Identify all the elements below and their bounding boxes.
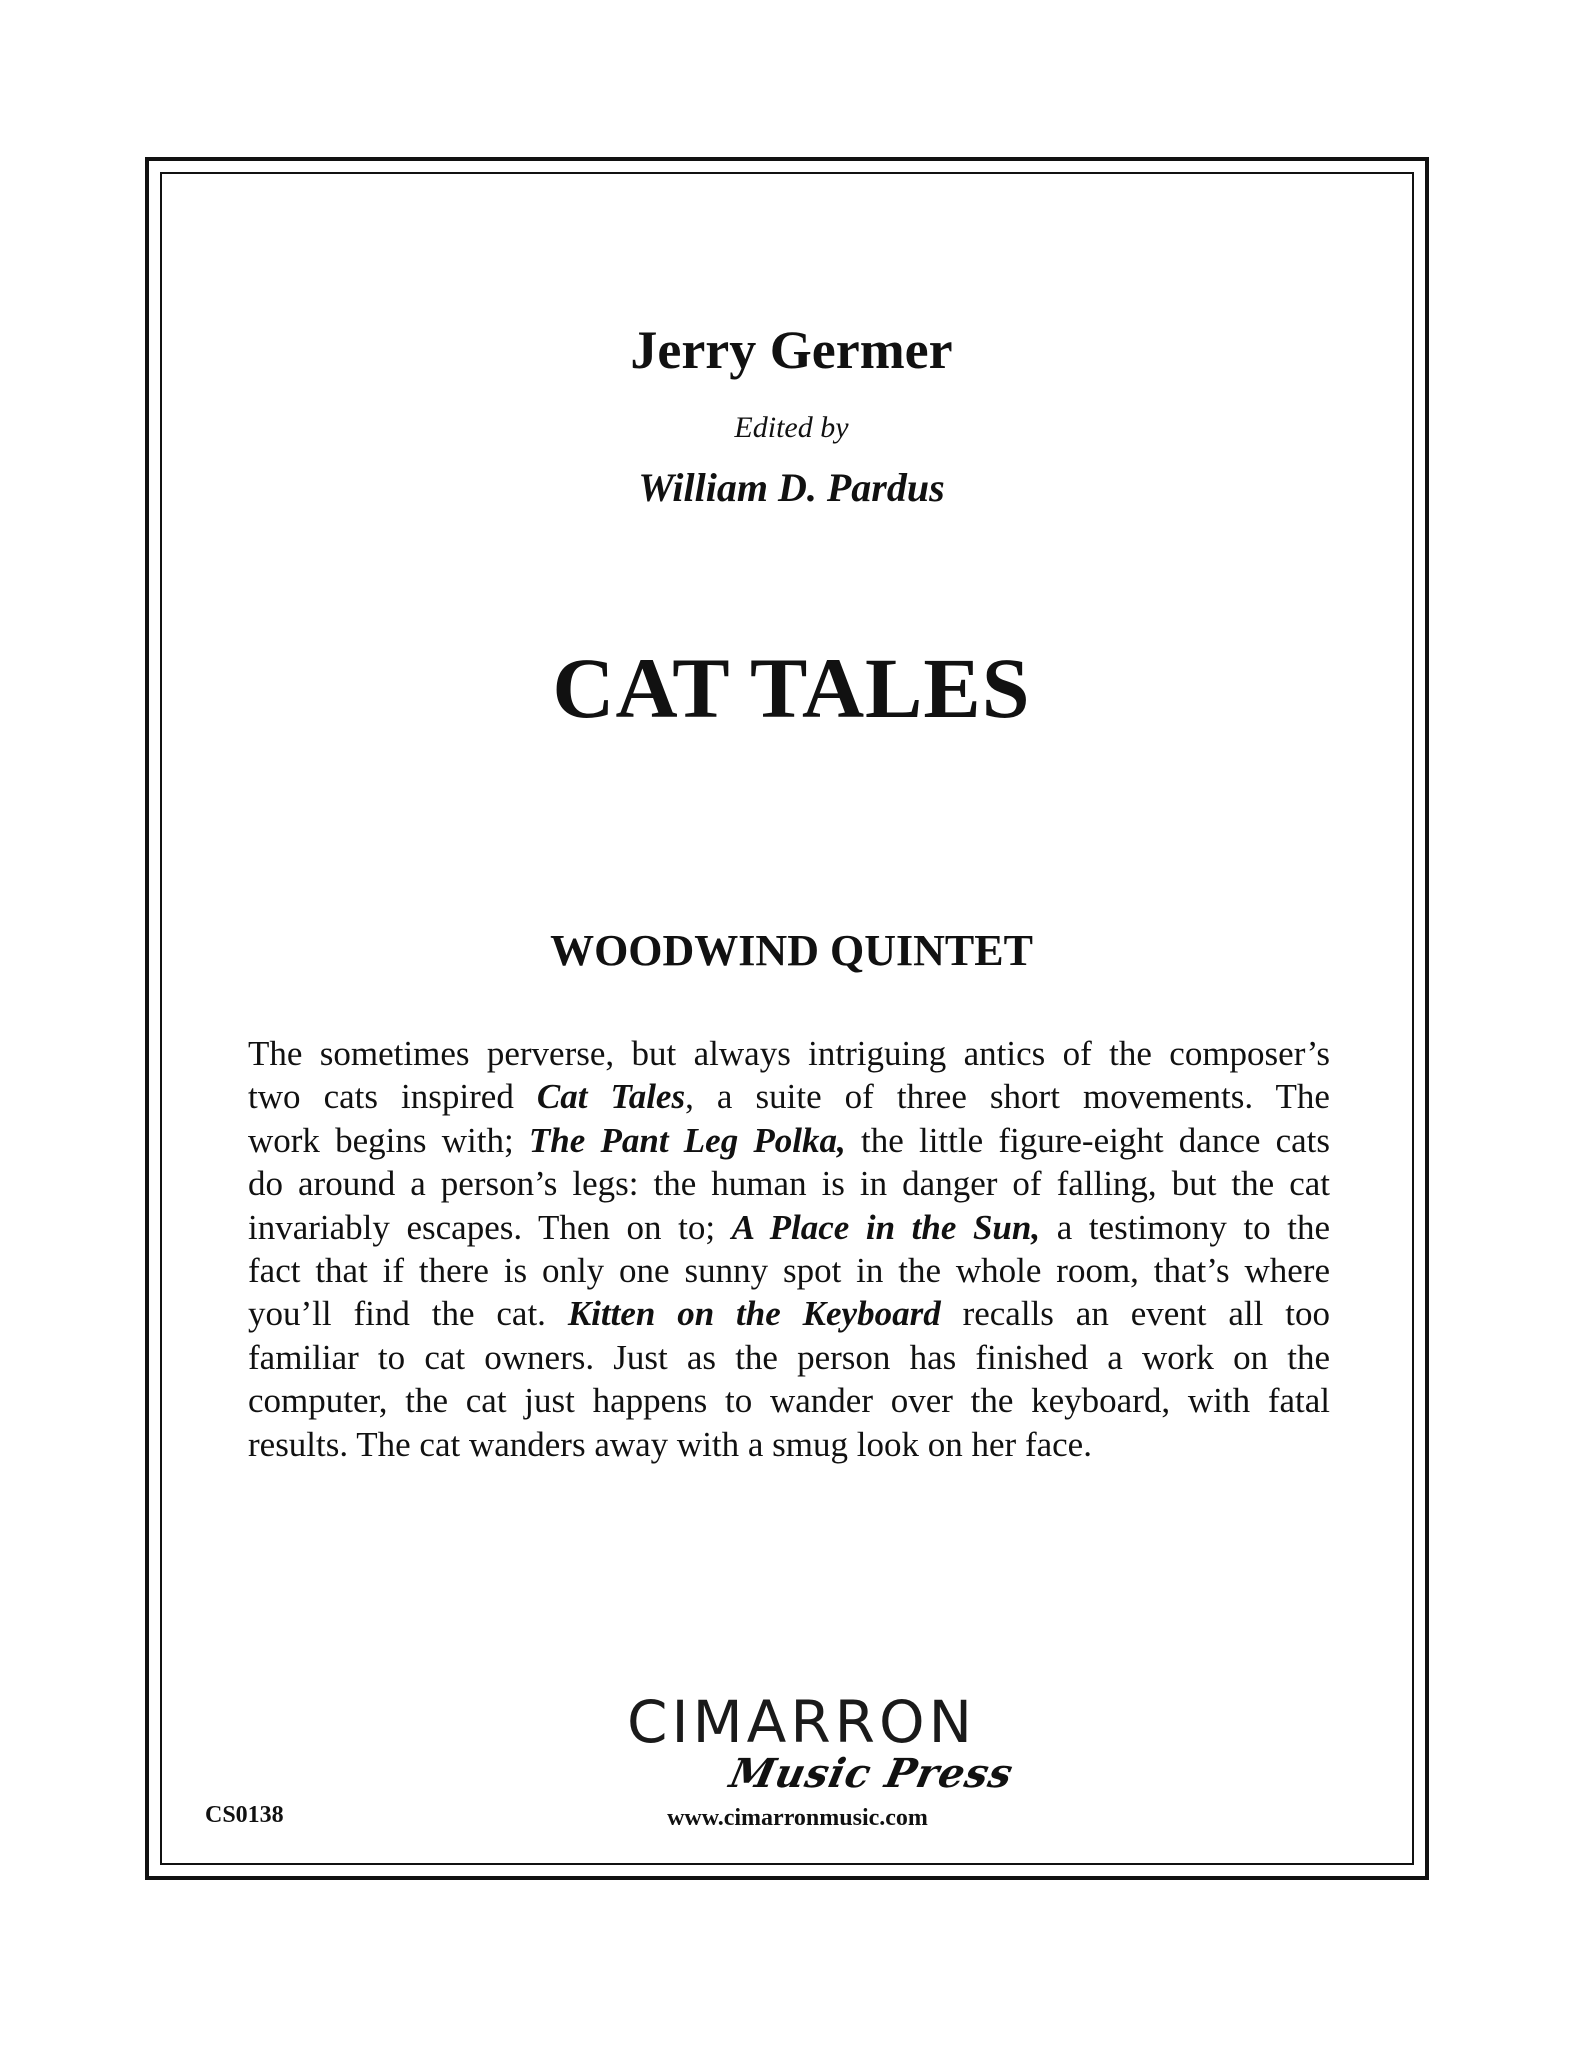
publisher-website: www.cimarronmusic.com xyxy=(667,1805,928,1831)
movement-title: Kitten on the Keyboard xyxy=(567,1294,941,1334)
description-line: invariably escapes. Then on to; A Place in the Sun, a testimony to the xyxy=(248,1207,1331,1247)
description-line: The sometimes perverse, but always intriguing antics of the composer’s xyxy=(248,1034,1330,1073)
ensemble-label: WOODWIND QUINTET xyxy=(550,926,1033,975)
description-line: fact that if there is only one sunny spot in the whole room, that’s where xyxy=(248,1251,1330,1291)
publisher-logo-main: CIMARRON xyxy=(627,1688,976,1756)
description-line: work begins with; The Pant Leg Polka, the little figure-eight dance cats xyxy=(248,1120,1331,1160)
description-line: do around a person’s legs: the human is in danger of falling, but the cat xyxy=(248,1164,1330,1204)
description-line: familiar to cat owners. Just as the person has finished a work on the xyxy=(248,1337,1330,1377)
movement-title: The Pant Leg Polka, xyxy=(528,1120,846,1160)
description-line: you’ll find the cat. Kitten on the Keyboard recalls an event all too xyxy=(248,1294,1330,1334)
description-line: two cats inspired Cat Tales, a suite of three short movements. The xyxy=(248,1077,1330,1117)
catalog-number: CS0138 xyxy=(205,1802,284,1828)
description-line: computer, the cat just happens to wander over the keyboard, with fatal xyxy=(248,1381,1330,1421)
program-description xyxy=(248,1032,1330,1466)
movement-title: A Place in the Sun, xyxy=(731,1207,1041,1247)
publisher-logo-sub: Music Press xyxy=(725,1750,1018,1797)
composer-name: Jerry Germer xyxy=(630,320,953,380)
description-line: results. The cat wanders away with a smug look on her face. xyxy=(248,1424,1092,1464)
editor-name: William D. Pardus xyxy=(638,465,945,510)
publisher-logo xyxy=(0,1688,1583,1797)
work-title: CAT TALES xyxy=(552,640,1031,736)
edited-by-label: Edited by xyxy=(734,411,849,444)
movement-title: Cat Tales xyxy=(536,1077,686,1117)
